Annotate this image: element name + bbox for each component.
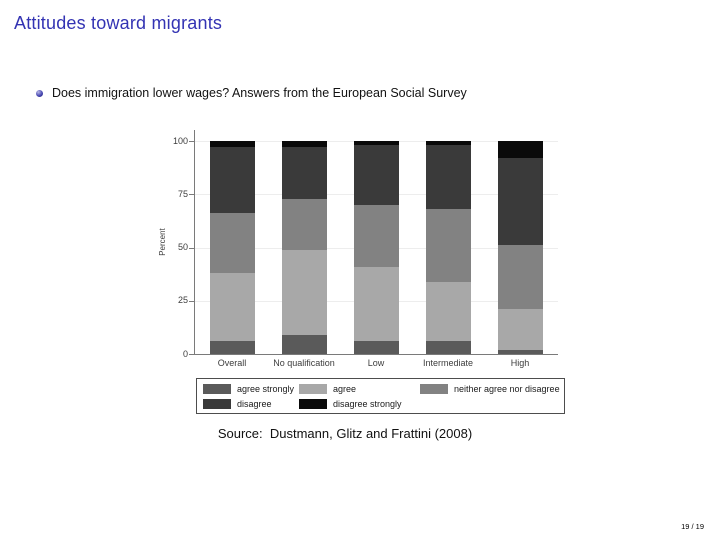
legend-label: agree strongly [237, 383, 295, 394]
x-tick-label: Overall [217, 358, 247, 368]
bar-segment-agree [282, 250, 327, 335]
bar-segment-neither-agree-nor-disagree [426, 209, 471, 281]
y-axis-line [194, 130, 195, 355]
y-tick-mark [189, 354, 194, 355]
x-tick-label: High [510, 358, 530, 368]
page-indicator: 19 / 19 [681, 522, 704, 531]
bar-segment-disagree [354, 145, 399, 205]
bar-segment-disagree [426, 145, 471, 209]
legend-swatch [420, 384, 448, 394]
legend-item-agree-strongly [203, 382, 299, 396]
bar-segment-agree [426, 282, 471, 342]
x-tick-label: Intermediate [422, 358, 474, 368]
legend-swatch [203, 399, 231, 409]
y-tick-label: 75 [177, 188, 188, 199]
bar-segment-agree [498, 309, 543, 349]
bar-segment-neither-agree-nor-disagree [210, 213, 255, 273]
bar-segment-neither-agree-nor-disagree [282, 199, 327, 250]
y-tick-label: 0 [182, 348, 188, 359]
legend-swatch [299, 399, 327, 409]
bar-segment-neither-agree-nor-disagree [354, 205, 399, 267]
bar-segment-disagree [498, 158, 543, 245]
bar-segment-agree-strongly [282, 335, 327, 354]
bar-segment-agree-strongly [354, 341, 399, 354]
source-caption: Source: Dustmann, Glitz and Frattini (2008) [217, 426, 473, 441]
bar-high [498, 141, 543, 354]
legend-label: neither agree nor disagree [454, 383, 560, 394]
y-tick-label: 100 [172, 135, 188, 146]
bar-segment-disagree-strongly [498, 141, 543, 158]
bar-segment-agree-strongly [426, 341, 471, 354]
legend-item-neither-agree-nor-disagree [420, 382, 560, 396]
bar-segment-agree-strongly [210, 341, 255, 354]
chart-legend [196, 378, 565, 414]
bar-segment-agree [354, 267, 399, 342]
bar-intermediate [426, 141, 471, 354]
bar-segment-neither-agree-nor-disagree [498, 245, 543, 309]
y-tick-label: 25 [177, 295, 188, 306]
y-tick-mark [189, 141, 194, 142]
legend-item-disagree [203, 397, 299, 411]
bar-low [354, 141, 399, 354]
y-axis-title: Percent [158, 228, 167, 256]
legend-swatch [299, 384, 327, 394]
x-tick-label: No qualification [273, 358, 335, 368]
x-tick-label: Low [367, 358, 385, 368]
legend-swatch [203, 384, 231, 394]
bar-segment-agree [210, 273, 255, 341]
bar-segment-disagree [282, 147, 327, 198]
y-tick-mark [189, 194, 194, 195]
bar-no-qualification [282, 141, 327, 354]
y-tick-mark [189, 248, 194, 249]
legend-label: agree [333, 383, 357, 394]
x-axis-line [194, 354, 558, 355]
legend-item-agree [299, 382, 420, 396]
bar-overall [210, 141, 255, 354]
legend-label: disagree [237, 398, 272, 409]
bar-segment-disagree [210, 147, 255, 213]
slide-title: Attitudes toward migrants [14, 13, 223, 33]
y-tick-mark [189, 301, 194, 302]
legend-item-disagree-strongly [299, 397, 420, 411]
legend-label: disagree strongly [333, 398, 402, 409]
bullet-text: Does immigration lower wages? Answers from the European Social Survey [52, 86, 467, 100]
y-tick-label: 50 [177, 242, 188, 252]
